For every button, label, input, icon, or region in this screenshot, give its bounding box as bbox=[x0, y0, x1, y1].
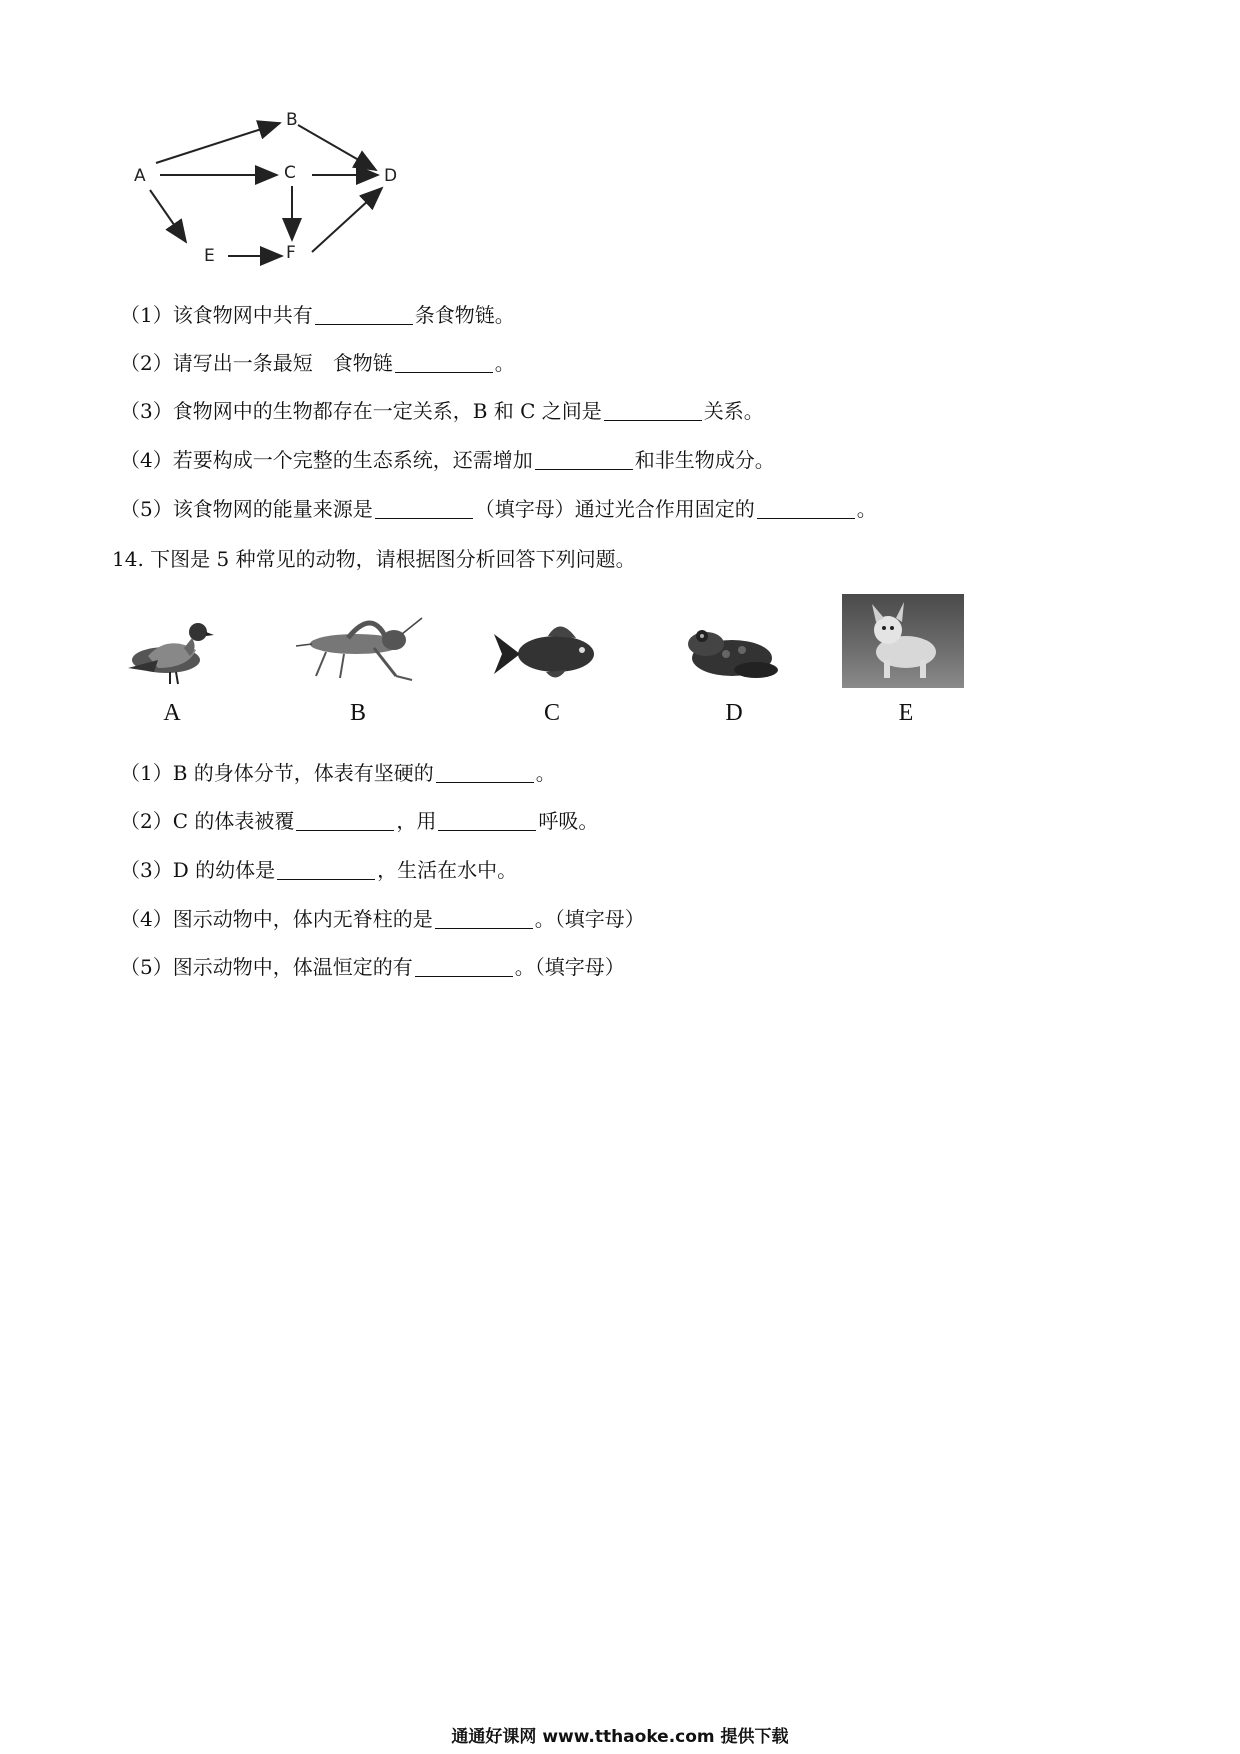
q14-title: 14. 下图是 5 种常见的动物，请根据图分析回答下列问题。 bbox=[112, 547, 636, 571]
animal-label-e: E bbox=[898, 700, 914, 726]
page-footer: 通通好课网 www.tthaoke.com 提供下载 bbox=[451, 1727, 789, 1747]
node-f: F bbox=[286, 243, 296, 263]
q13-item-3: （3）食物网中的生物都存在一定关系，B 和 C 之间是 关系。 bbox=[120, 399, 764, 423]
answer-blank[interactable] bbox=[438, 810, 536, 831]
q13-item-4: （4）若要构成一个完整的生态系统，还需增加 和非生物成分。 bbox=[120, 448, 775, 472]
food-web-diagram bbox=[120, 100, 420, 280]
answer-blank[interactable] bbox=[395, 352, 493, 373]
arrow-a-b bbox=[156, 123, 280, 163]
frog-icon bbox=[676, 598, 786, 694]
answer-blank[interactable] bbox=[375, 498, 473, 519]
q14-item-1: （1）B 的身体分节，体表有坚硬的 。 bbox=[120, 761, 556, 785]
animal-label-a: A bbox=[163, 700, 181, 726]
food-web-arrows bbox=[120, 100, 420, 280]
answer-blank[interactable] bbox=[604, 400, 702, 421]
dog-photo bbox=[842, 594, 964, 688]
q14-item-3: （3）D 的幼体是 ，生活在水中。 bbox=[120, 858, 518, 882]
answer-blank[interactable] bbox=[277, 859, 375, 880]
node-a: A bbox=[134, 166, 146, 186]
q14-item-2: （2）C 的体表被覆 ，用 呼吸。 bbox=[120, 809, 599, 833]
q13-item-1: （1）该食物网中共有 条食物链。 bbox=[120, 303, 515, 327]
answer-blank[interactable] bbox=[435, 908, 533, 929]
answer-blank[interactable] bbox=[296, 810, 394, 831]
pigeon-icon bbox=[118, 598, 218, 694]
q13-item-5: （5）该食物网的能量来源是 （填字母）通过光合作用固定的 。 bbox=[120, 497, 877, 521]
animal-label-d: D bbox=[725, 700, 743, 726]
answer-blank[interactable] bbox=[436, 762, 534, 783]
node-d: D bbox=[384, 166, 398, 186]
answer-blank[interactable] bbox=[757, 498, 855, 519]
arrow-f-d bbox=[312, 188, 382, 252]
q14-item-4: （4）图示动物中，体内无脊柱的是 。（填字母） bbox=[120, 907, 645, 931]
node-b: B bbox=[286, 110, 298, 130]
node-e: E bbox=[204, 246, 215, 266]
q14-item-5: （5）图示动物中，体温恒定的有 。（填字母） bbox=[120, 955, 625, 979]
fish-icon bbox=[486, 598, 616, 694]
answer-blank[interactable] bbox=[315, 304, 413, 325]
grasshopper-icon bbox=[286, 598, 426, 694]
animal-label-b: B bbox=[349, 700, 366, 726]
answer-blank[interactable] bbox=[535, 449, 633, 470]
q13-item-2: （2）请写出一条最短 食物链 。 bbox=[120, 351, 515, 375]
arrow-b-d bbox=[298, 125, 376, 170]
answer-blank[interactable] bbox=[415, 956, 513, 977]
node-c: C bbox=[284, 163, 296, 183]
arrow-a-e bbox=[150, 190, 186, 242]
animal-label-c: C bbox=[543, 700, 560, 726]
